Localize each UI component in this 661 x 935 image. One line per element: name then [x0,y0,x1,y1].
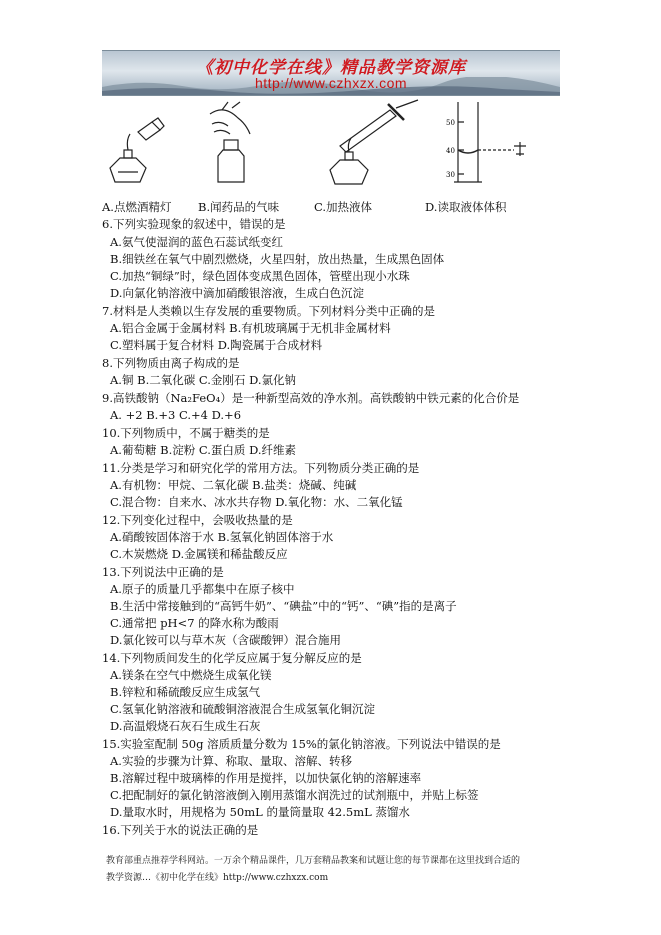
q7-stem: 7.材料是人类赖以生存发展的重要物质。下列材料分类中正确的是 [102,304,435,318]
smelling-chemical-figure [210,102,250,182]
q6-option-c: C.加热“铜绿”时，绿色固体变成黑色固体，管壁出现小水珠 [110,269,410,283]
footer-line-2: 教学资源…《初中化学在线》http://www.czhxzx.com [106,873,329,883]
q13-stem: 13.下列说法中正确的是 [102,565,224,579]
caption-a: A.点燃酒精灯 [102,200,172,214]
q7-options-ab: A.铝合金属于金属材料 B.有机玻璃属于无机非金属材料 [110,321,391,335]
q14-option-d: D.高温煅烧石灰石生成生石灰 [110,719,261,733]
q13-option-c: C.通常把 pH<7 的降水称为酸雨 [110,616,279,630]
q10-stem: 10.下列物质中，不属于糖类的是 [102,426,270,440]
caption-d: D.读取液体体积 [425,200,507,214]
heating-liquid-figure [330,100,418,184]
q6-option-a: A.氨气使湿润的蓝色石蕊试纸变红 [110,235,283,249]
q15-stem: 15.实验室配制 50g 溶质质量分数为 15%的氯化钠溶液。下列说法中错误的是 [102,737,501,751]
q11-options-ab: A.有机物：甲烷、二氧化碳 B.盐类：烧碱、纯碱 [110,478,357,492]
caption-c: C.加热液体 [314,200,373,214]
caption-b: B.闻药品的气味 [198,200,280,214]
q9-stem: 9.高铁酸钠（Na₂FeO₄）是一种新型高效的净水剂。高铁酸钠中铁元素的化合价是 [102,391,520,405]
cylinder-mark-40: 40 [446,147,455,155]
q13-option-a: A.原子的质量几乎都集中在原子核中 [110,582,295,596]
q7-options-cd: C.塑料属于复合材料 D.陶瓷属于合成材料 [110,338,323,352]
q16-stem: 16.下列关于水的说法正确的是 [102,823,259,837]
q6-option-d: D.向氯化钠溶液中滴加硝酸银溶液，生成白色沉淀 [110,286,364,300]
q10-options: A.葡萄糖 B.淀粉 C.蛋白质 D.纤维素 [110,443,297,457]
q15-option-d: D.量取水时，用规格为 50mL 的量筒量取 42.5mL 蒸馏水 [110,805,410,819]
q11-options-cd: C.混合物：自来水、冰水共存物 D.氧化物：水、二氧化锰 [110,495,403,509]
q14-stem: 14.下列物质间发生的化学反应属于复分解反应的是 [102,651,362,665]
q12-options-ab: A.硝酸铵固体溶于水 B.氢氧化钠固体溶于水 [110,530,334,544]
q15-option-c: C.把配制好的氯化钠溶液倒入刚用蒸馏水润洗过的试剂瓶中，并贴上标签 [110,788,479,802]
q13-option-d: D.氯化铵可以与草木灰（含碳酸钾）混合施用 [110,633,341,647]
q15-option-b: B.溶解过程中玻璃棒的作用是搅拌，以加快氯化钠的溶解速率 [110,771,422,785]
q15-option-a: A.实验的步骤为计算、称取、量取、溶解、转移 [110,754,352,768]
q14-option-a: A.镁条在空气中燃烧生成氧化镁 [110,668,272,682]
q6-option-b: B.细铁丝在氧气中剧烈燃烧，火星四射，放出热量，生成黑色固体 [110,252,445,266]
q6-stem: 6.下列实验现象的叙述中，错误的是 [102,217,286,231]
banner-url: http://www.czhxzx.com [254,75,408,91]
q12-options-cd: C.木炭燃烧 D.金属镁和稀盐酸反应 [110,547,288,561]
lab-figures [100,98,560,198]
q12-stem: 12.下列变化过程中，会吸收热量的是 [102,513,293,527]
cylinder-mark-30: 30 [446,171,455,179]
q9-options: A. +2 B.+3 C.+4 D.+6 [110,408,242,422]
reading-cylinder-figure [454,102,526,182]
q8-options: A.铜 B.二氧化碳 C.金刚石 D.氯化钠 [110,373,297,387]
alcohol-lamp-lighting-figure [110,118,164,182]
header-banner [102,50,560,96]
cylinder-mark-50: 50 [446,119,455,127]
q8-stem: 8.下列物质由离子构成的是 [102,356,240,370]
q14-option-c: C.氢氧化钠溶液和硫酸铜溶液混合生成氢氧化铜沉淀 [110,702,376,716]
q13-option-b: B.生活中常接触到的“高钙牛奶”、“碘盐”中的“钙”、“碘”指的是离子 [110,599,457,613]
q14-option-b: B.锌粒和稀硫酸反应生成氢气 [110,685,261,699]
q11-stem: 11.分类是学习和研究化学的常用方法。下列物质分类正确的是 [102,461,420,475]
banner-title: 《初中化学在线》精品教学资源库 [196,58,466,78]
footer-line-1: 教育部重点推荐学科网站。一万余个精品课件，几万套精品教案和试题让您的每节课都在这里找到合适的 [106,856,521,866]
